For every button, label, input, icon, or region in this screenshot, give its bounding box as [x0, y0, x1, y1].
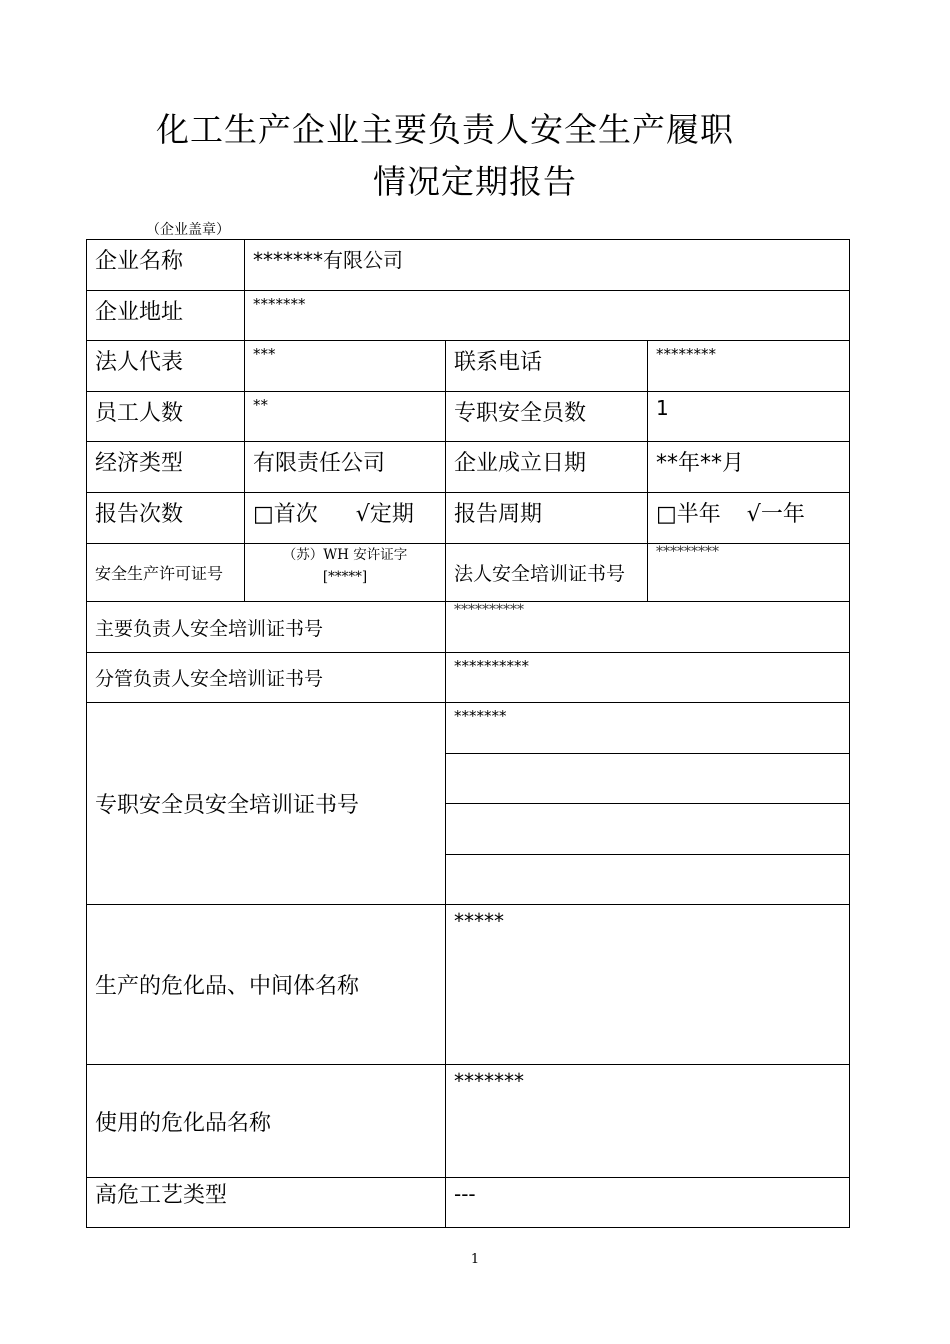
- phone-value: ********: [648, 341, 850, 392]
- safety-officers-label: 专职安全员数: [446, 392, 648, 442]
- row-report: [87, 493, 850, 544]
- deputy-cert-label: 分管负责人安全培训证书号: [87, 653, 446, 703]
- officer-cert-value-4: [446, 855, 850, 905]
- address-label: 企业地址: [87, 291, 245, 341]
- row-officer-cert-1: [87, 703, 850, 754]
- permit-value: [245, 544, 446, 602]
- founded-value: **年**月: [648, 442, 850, 493]
- row-principal-cert: [87, 602, 850, 653]
- phone-label: 联系电话: [446, 341, 648, 392]
- report-title-line1: 化工生产企业主要负责人安全生产履职: [156, 110, 734, 149]
- produced-chem-value: *****: [446, 905, 850, 1065]
- company-seal-note: （企业盖章）: [146, 222, 230, 238]
- process-type-value: ---: [446, 1178, 850, 1228]
- legal-rep-value: ***: [245, 341, 446, 392]
- econ-type-value: 有限责任公司: [245, 442, 446, 493]
- row-employees: [87, 392, 850, 442]
- report-period-options: [648, 493, 850, 544]
- founded-label: 企业成立日期: [446, 442, 648, 493]
- report-form-table: [86, 239, 850, 1228]
- officer-cert-label: 专职安全员安全培训证书号: [87, 703, 446, 905]
- officer-cert-value-2: [446, 754, 850, 804]
- report-period-year-option[interactable]: √一年: [746, 502, 805, 527]
- legal-rep-label: 法人代表: [87, 341, 245, 392]
- report-title-line2: 情况定期报告: [373, 162, 577, 201]
- legal-cert-label: 法人安全培训证书号: [446, 544, 648, 602]
- process-type-label: 高危工艺类型: [87, 1178, 446, 1228]
- deputy-cert-value: **********: [446, 653, 850, 703]
- permit-label: 安全生产许可证号: [87, 544, 245, 602]
- row-used-chem: [87, 1065, 850, 1178]
- report-count-first-option[interactable]: □首次: [253, 502, 318, 527]
- principal-cert-label: 主要负责人安全培训证书号: [87, 602, 446, 653]
- legal-cert-value: *********: [648, 544, 850, 602]
- company-name-label: 企业名称: [87, 240, 245, 291]
- employees-value: **: [245, 392, 446, 442]
- row-permit: [87, 544, 850, 602]
- row-produced-chem: [87, 905, 850, 1065]
- row-legal-rep: [87, 341, 850, 392]
- used-chem-value: *******: [446, 1065, 850, 1178]
- row-process-type: [87, 1178, 850, 1228]
- row-econ-type: [87, 442, 850, 493]
- address-value: *******: [245, 291, 850, 341]
- row-company-name: [87, 240, 850, 291]
- used-chem-label: 使用的危化品名称: [87, 1065, 446, 1178]
- report-count-label: 报告次数: [87, 493, 245, 544]
- safety-officers-value: 1: [648, 392, 850, 442]
- permit-value-line2: [*****]: [322, 569, 368, 585]
- report-count-periodic-option[interactable]: √定期: [355, 502, 414, 527]
- page-number: 1: [470, 1252, 480, 1267]
- permit-value-line1: （苏）WH 安许证字: [282, 547, 408, 563]
- officer-cert-value-3: [446, 804, 850, 855]
- report-period-label: 报告周期: [446, 493, 648, 544]
- econ-type-label: 经济类型: [87, 442, 245, 493]
- report-period-halfyear-option[interactable]: □半年: [656, 502, 721, 527]
- row-deputy-cert: [87, 653, 850, 703]
- report-count-options: [245, 493, 446, 544]
- produced-chem-label: 生产的危化品、中间体名称: [87, 905, 446, 1065]
- row-address: [87, 291, 850, 341]
- officer-cert-value-1: *******: [446, 703, 850, 754]
- company-name-value: *******有限公司: [245, 240, 850, 291]
- principal-cert-value: **********: [446, 602, 850, 653]
- employees-label: 员工人数: [87, 392, 245, 442]
